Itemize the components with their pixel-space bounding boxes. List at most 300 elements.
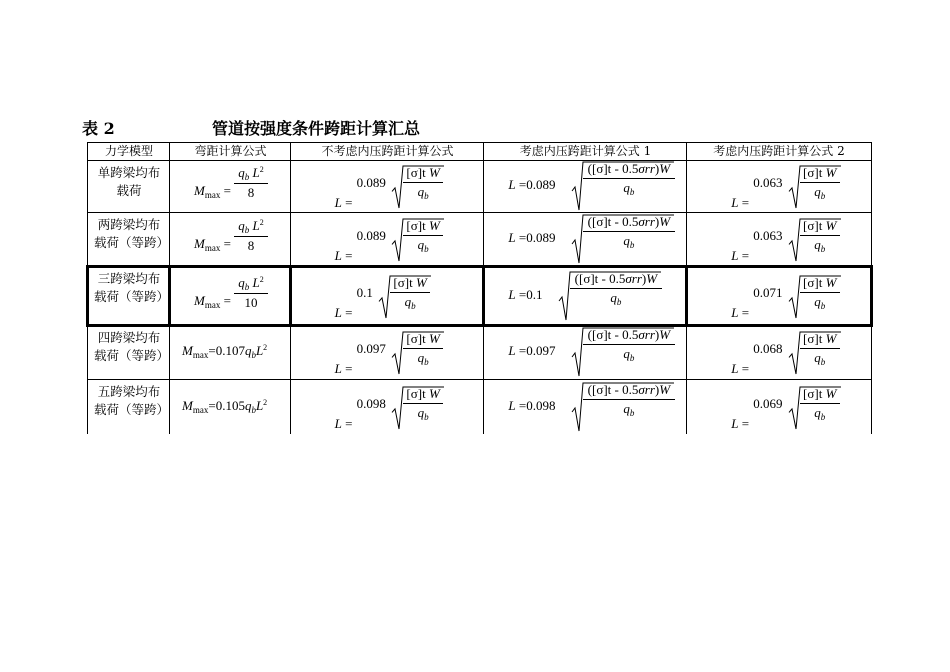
coefficient bbox=[357, 175, 386, 191]
length-formula bbox=[508, 230, 555, 246]
moment-fraction bbox=[234, 165, 268, 201]
table-cell bbox=[483, 160, 687, 213]
symbol-sigma-t: [σ]t bbox=[803, 165, 823, 180]
exponent-two: 2 bbox=[259, 274, 264, 284]
fraction-bar bbox=[390, 292, 430, 293]
moment-coefficient: 0.105 bbox=[215, 397, 245, 413]
symbol-W: W bbox=[646, 270, 658, 286]
coefficient-value: 0.1 bbox=[356, 284, 373, 300]
numerator bbox=[583, 327, 675, 343]
symbol-q: q bbox=[814, 350, 821, 365]
table-cell bbox=[483, 379, 687, 434]
paren-open: ( bbox=[587, 161, 592, 176]
table-cell bbox=[686, 160, 872, 213]
equals-sign: = bbox=[738, 361, 750, 376]
symbol-L: L bbox=[731, 304, 739, 320]
symbol-sigma-rr: σrr bbox=[638, 161, 655, 176]
length-formula bbox=[508, 287, 542, 303]
symbol-sigma-rr: σrr bbox=[638, 214, 655, 229]
fraction-bar bbox=[800, 348, 840, 349]
fraction-bar bbox=[583, 399, 675, 400]
fraction bbox=[800, 386, 840, 422]
fraction-bar bbox=[234, 183, 268, 184]
equals-sign: = bbox=[341, 195, 353, 210]
fraction-bar bbox=[583, 231, 675, 232]
coefficient-value: 0.063 bbox=[753, 175, 783, 190]
fraction-bar bbox=[570, 288, 662, 289]
coefficient-value: 0.071 bbox=[753, 284, 783, 300]
equals-sign: = bbox=[208, 343, 216, 358]
symbol-L: L bbox=[731, 248, 739, 263]
moment-formula bbox=[182, 343, 267, 360]
length-label bbox=[335, 195, 353, 211]
equals-sign: = bbox=[208, 397, 216, 413]
symbol-W: W bbox=[822, 274, 837, 290]
equals-sign: = bbox=[515, 397, 527, 413]
symbol-b-subscript: b bbox=[616, 296, 622, 307]
symbol-sigma-rr: σrr bbox=[625, 270, 642, 286]
symbol-W: W bbox=[822, 331, 837, 346]
symbol-q: q bbox=[417, 237, 425, 252]
symbol-b-subscript: b bbox=[424, 411, 429, 422]
symbol-max: max bbox=[204, 190, 221, 200]
coefficient-value: 0.098 bbox=[526, 397, 556, 413]
header-label: 弯距计算公式 bbox=[194, 144, 267, 158]
symbol-W: W bbox=[659, 327, 671, 342]
equals-sign: = bbox=[515, 177, 527, 192]
header-label: 不考虑内压跨距计算公式 bbox=[321, 144, 454, 158]
equals-sign: = bbox=[341, 304, 353, 320]
denominator bbox=[403, 350, 443, 367]
numerator bbox=[800, 218, 840, 234]
model-label: 五跨梁均布载荷（等跨） bbox=[94, 384, 170, 417]
equals-sign: = bbox=[341, 248, 353, 263]
header-cell bbox=[290, 142, 484, 161]
coefficient-value: 0.089 bbox=[356, 228, 386, 243]
symbol-L: L bbox=[249, 274, 260, 290]
symbol-b-subscript: b bbox=[251, 350, 256, 360]
numerator bbox=[403, 386, 443, 402]
table-cell bbox=[87, 266, 170, 326]
table-cell bbox=[169, 325, 291, 380]
equals-sign: = bbox=[515, 230, 527, 245]
denominator bbox=[583, 346, 675, 363]
denominator-value: 8 bbox=[247, 238, 255, 253]
moment-formula bbox=[182, 398, 267, 415]
symbol-L: L bbox=[508, 230, 516, 245]
numerator bbox=[583, 382, 675, 398]
equals-sign: = bbox=[738, 304, 750, 320]
symbol-q: q bbox=[238, 218, 245, 233]
fraction-bar bbox=[234, 236, 268, 237]
minus-half: - 0.5 bbox=[598, 270, 626, 286]
span-table bbox=[87, 142, 871, 434]
coefficient bbox=[357, 285, 373, 301]
symbol-L: L bbox=[334, 195, 342, 210]
symbol-sigma-t: [σ]t bbox=[578, 270, 599, 286]
fraction bbox=[403, 331, 443, 367]
fraction-bar bbox=[583, 178, 675, 179]
coefficient bbox=[753, 175, 782, 191]
symbol-q: q bbox=[814, 293, 821, 309]
coefficient bbox=[357, 396, 386, 412]
paren-open: ( bbox=[574, 270, 579, 286]
length-formula bbox=[508, 343, 555, 359]
fraction-bar bbox=[403, 182, 443, 183]
table-cell bbox=[483, 212, 687, 267]
fraction-bar bbox=[403, 403, 443, 404]
header-cell bbox=[169, 142, 291, 161]
numerator bbox=[800, 275, 840, 291]
symbol-b-subscript: b bbox=[820, 357, 826, 367]
denominator bbox=[390, 294, 430, 311]
coefficient bbox=[753, 228, 782, 244]
denominator bbox=[800, 237, 840, 254]
symbol-W: W bbox=[659, 161, 671, 176]
symbol-q: q bbox=[623, 346, 630, 361]
fraction-bar bbox=[403, 348, 443, 349]
coefficient-value: 0.089 bbox=[526, 177, 556, 192]
denominator bbox=[570, 290, 662, 307]
symbol-L: L bbox=[334, 304, 342, 320]
paren-close: ) bbox=[654, 214, 660, 229]
table-cell bbox=[87, 160, 170, 213]
symbol-sigma-rr: σrr bbox=[638, 381, 655, 397]
symbol-max: max bbox=[204, 243, 221, 253]
fraction bbox=[403, 165, 443, 201]
symbol-L: L bbox=[249, 165, 260, 180]
table-caption bbox=[82, 116, 682, 138]
header-label: 考虑内压跨距计算公式 2 bbox=[713, 144, 845, 158]
symbol-q: q bbox=[610, 289, 617, 305]
numerator bbox=[800, 386, 840, 402]
model-label: 四跨梁均布载荷（等跨） bbox=[94, 330, 170, 363]
fraction bbox=[583, 214, 675, 250]
minus-half: - 0.5 bbox=[611, 214, 639, 229]
symbol-q: q bbox=[244, 343, 252, 358]
symbol-q: q bbox=[417, 184, 425, 199]
denominator bbox=[800, 294, 840, 311]
fraction-bar bbox=[800, 292, 840, 293]
symbol-sigma-t: [σ]t bbox=[591, 161, 612, 176]
symbol-q: q bbox=[244, 397, 252, 413]
symbol-L: L bbox=[255, 343, 264, 358]
symbol-W: W bbox=[659, 214, 671, 229]
symbol-L: L bbox=[249, 218, 260, 233]
equals-sign: = bbox=[341, 361, 353, 376]
symbol-b-subscript: b bbox=[424, 191, 429, 201]
table-cell bbox=[87, 379, 170, 434]
moment-fraction bbox=[234, 275, 268, 311]
moment-label bbox=[194, 183, 231, 200]
symbol-W: W bbox=[425, 385, 440, 401]
table-cell bbox=[483, 266, 687, 326]
paren-close: ) bbox=[641, 270, 647, 286]
symbol-L: L bbox=[508, 343, 516, 358]
minus-half: - 0.5 bbox=[611, 381, 639, 397]
table-cell bbox=[169, 379, 291, 434]
equals-sign: = bbox=[515, 343, 527, 358]
symbol-b-subscript: b bbox=[629, 240, 635, 250]
symbol-L: L bbox=[508, 177, 516, 192]
symbol-q: q bbox=[623, 180, 630, 195]
denominator bbox=[234, 185, 268, 201]
table-cell bbox=[290, 160, 484, 213]
fraction-bar bbox=[800, 182, 840, 183]
length-label bbox=[335, 305, 353, 321]
length-label bbox=[335, 248, 353, 264]
symbol-M: M bbox=[194, 292, 205, 308]
equals-sign: = bbox=[341, 415, 353, 431]
denominator bbox=[403, 405, 443, 422]
symbol-q: q bbox=[238, 274, 245, 290]
symbol-b-subscript: b bbox=[244, 225, 250, 235]
symbol-b-subscript: b bbox=[251, 404, 256, 415]
numerator bbox=[403, 331, 443, 347]
fraction bbox=[390, 275, 430, 311]
symbol-sigma-t: [σ]t bbox=[803, 274, 823, 290]
fraction bbox=[403, 386, 443, 422]
fraction bbox=[583, 327, 675, 363]
coefficient-value: 0.097 bbox=[356, 341, 386, 356]
fraction-bar bbox=[800, 235, 840, 236]
symbol-M: M bbox=[182, 343, 193, 358]
denominator bbox=[583, 401, 675, 418]
table-cell bbox=[686, 379, 872, 434]
symbol-b-subscript: b bbox=[820, 244, 826, 254]
coefficient-value: 0.068 bbox=[753, 341, 783, 356]
table-cell bbox=[169, 212, 291, 267]
equals-sign: = bbox=[738, 415, 750, 431]
length-label bbox=[335, 416, 353, 432]
symbol-sigma-t: [σ]t bbox=[591, 214, 612, 229]
symbol-sigma-t: [σ]t bbox=[591, 327, 612, 342]
denominator bbox=[234, 295, 268, 311]
model-label: 两跨梁均布载荷（等跨） bbox=[94, 217, 170, 250]
symbol-sigma-t: [σ]t bbox=[393, 274, 413, 290]
equals-sign: = bbox=[220, 236, 231, 251]
model-label: 三跨梁均布载荷（等跨） bbox=[94, 271, 170, 304]
table-cell bbox=[169, 160, 291, 213]
coefficient-value: 0.098 bbox=[356, 395, 386, 411]
fraction-bar bbox=[800, 403, 840, 404]
symbol-q: q bbox=[814, 184, 821, 199]
exponent-two: 2 bbox=[259, 218, 264, 227]
header-cell bbox=[686, 142, 872, 161]
moment-coefficient: 0.107 bbox=[215, 343, 245, 358]
length-label bbox=[731, 248, 749, 264]
denominator bbox=[583, 233, 675, 250]
symbol-W: W bbox=[412, 274, 427, 290]
symbol-M: M bbox=[194, 183, 205, 198]
denominator bbox=[403, 184, 443, 201]
symbol-max: max bbox=[192, 404, 209, 415]
table-cell bbox=[290, 325, 484, 380]
table-cell bbox=[686, 266, 872, 326]
symbol-sigma-t: [σ]t bbox=[406, 385, 426, 401]
equals-sign: = bbox=[220, 183, 231, 198]
table-cell bbox=[290, 266, 484, 326]
table-cell bbox=[87, 325, 170, 380]
symbol-L: L bbox=[508, 286, 516, 302]
symbol-q: q bbox=[814, 404, 821, 420]
moment-label bbox=[194, 236, 231, 253]
header-label: 力学模型 bbox=[104, 144, 153, 158]
exponent-two: 2 bbox=[263, 397, 268, 407]
table-cell bbox=[483, 325, 687, 380]
symbol-b-subscript: b bbox=[629, 187, 635, 197]
symbol-sigma-rr: σrr bbox=[638, 327, 655, 342]
numerator bbox=[234, 275, 268, 292]
symbol-sigma-t: [σ]t bbox=[406, 218, 426, 233]
symbol-W: W bbox=[425, 331, 440, 346]
minus-half: - 0.5 bbox=[611, 161, 639, 176]
symbol-L: L bbox=[731, 415, 739, 431]
symbol-sigma-t: [σ]t bbox=[406, 331, 426, 346]
denominator bbox=[234, 238, 268, 254]
paren-close: ) bbox=[654, 327, 660, 342]
symbol-sigma-t: [σ]t bbox=[803, 385, 823, 401]
fraction bbox=[800, 275, 840, 311]
equals-sign: = bbox=[738, 195, 750, 210]
symbol-b-subscript: b bbox=[820, 300, 826, 311]
symbol-L: L bbox=[334, 361, 342, 376]
coefficient-value: 0.069 bbox=[753, 395, 783, 411]
length-formula bbox=[508, 177, 555, 193]
denominator-value: 10 bbox=[244, 294, 258, 310]
table-cell bbox=[169, 266, 291, 326]
numerator bbox=[390, 275, 430, 291]
denominator-value: 8 bbox=[247, 185, 255, 200]
equals-sign: = bbox=[738, 248, 750, 263]
symbol-q: q bbox=[623, 233, 630, 248]
exponent-two: 2 bbox=[263, 343, 268, 352]
fraction-bar bbox=[234, 293, 268, 294]
symbol-W: W bbox=[659, 381, 671, 397]
symbol-W: W bbox=[822, 218, 837, 233]
table-cell bbox=[290, 379, 484, 434]
symbol-q: q bbox=[238, 165, 245, 180]
fraction-bar bbox=[583, 344, 675, 345]
symbol-b-subscript: b bbox=[411, 300, 416, 311]
coefficient-value: 0.097 bbox=[526, 343, 556, 358]
paren-close: ) bbox=[654, 161, 660, 176]
denominator bbox=[403, 237, 443, 254]
numerator bbox=[583, 161, 675, 177]
denominator bbox=[583, 180, 675, 197]
table-cell bbox=[686, 325, 872, 380]
coefficient bbox=[753, 396, 782, 412]
symbol-q: q bbox=[404, 293, 412, 309]
length-label bbox=[731, 195, 749, 211]
denominator bbox=[800, 184, 840, 201]
symbol-L: L bbox=[255, 397, 264, 413]
symbol-W: W bbox=[822, 385, 837, 401]
fraction bbox=[403, 218, 443, 254]
symbol-sigma-t: [σ]t bbox=[406, 165, 426, 180]
header-cell bbox=[483, 142, 687, 161]
symbol-L: L bbox=[334, 415, 342, 431]
symbol-sigma-t: [σ]t bbox=[803, 218, 823, 233]
moment-fraction bbox=[234, 218, 268, 254]
coefficient-value: 0.089 bbox=[526, 230, 556, 245]
coefficient-value: 0.089 bbox=[356, 175, 386, 190]
symbol-b-subscript: b bbox=[424, 244, 429, 254]
numerator bbox=[234, 218, 268, 235]
coefficient bbox=[753, 285, 782, 301]
numerator bbox=[800, 165, 840, 181]
symbol-q: q bbox=[417, 350, 425, 365]
paren-open: ( bbox=[587, 327, 592, 342]
length-label bbox=[731, 416, 749, 432]
table-cell bbox=[686, 212, 872, 267]
numerator bbox=[234, 165, 268, 182]
symbol-b-subscript: b bbox=[629, 407, 635, 418]
symbol-sigma-t: [σ]t bbox=[591, 381, 612, 397]
denominator bbox=[800, 350, 840, 367]
numerator bbox=[403, 218, 443, 234]
symbol-M: M bbox=[182, 397, 193, 413]
coefficient bbox=[357, 228, 386, 244]
symbol-W: W bbox=[822, 165, 837, 180]
numerator bbox=[800, 331, 840, 347]
coefficient bbox=[357, 341, 386, 357]
fraction bbox=[800, 218, 840, 254]
table-title: 管道按强度条件跨距计算汇总 bbox=[212, 119, 421, 138]
paren-open: ( bbox=[587, 214, 592, 229]
fraction bbox=[800, 165, 840, 201]
paren-open: ( bbox=[587, 381, 592, 397]
length-label bbox=[731, 361, 749, 377]
symbol-b-subscript: b bbox=[629, 353, 635, 363]
numerator bbox=[570, 271, 662, 287]
symbol-b-subscript: b bbox=[244, 172, 250, 182]
length-label bbox=[731, 305, 749, 321]
symbol-q: q bbox=[623, 400, 630, 416]
fraction bbox=[583, 161, 675, 197]
symbol-L: L bbox=[508, 397, 516, 413]
symbol-M: M bbox=[194, 236, 205, 251]
coefficient-value: 0.1 bbox=[526, 286, 543, 302]
symbol-sigma-t: [σ]t bbox=[803, 331, 823, 346]
length-formula bbox=[508, 398, 555, 414]
symbol-L: L bbox=[334, 248, 342, 263]
fraction bbox=[583, 382, 675, 418]
symbol-b-subscript: b bbox=[244, 281, 250, 292]
paren-close: ) bbox=[654, 381, 660, 397]
length-label bbox=[335, 361, 353, 377]
symbol-q: q bbox=[417, 404, 425, 420]
coefficient bbox=[753, 341, 782, 357]
table-cell bbox=[290, 212, 484, 267]
header-cell bbox=[87, 142, 170, 161]
symbol-W: W bbox=[425, 218, 440, 233]
exponent-two: 2 bbox=[259, 165, 264, 174]
numerator bbox=[403, 165, 443, 181]
symbol-W: W bbox=[425, 165, 440, 180]
moment-label bbox=[194, 293, 231, 310]
symbol-b-subscript: b bbox=[820, 411, 826, 422]
equals-sign: = bbox=[220, 292, 231, 308]
equals-sign: = bbox=[515, 286, 527, 302]
denominator bbox=[800, 405, 840, 422]
minus-half: - 0.5 bbox=[611, 327, 639, 342]
model-label: 单跨梁均布载荷 bbox=[97, 165, 161, 198]
symbol-b-subscript: b bbox=[424, 357, 429, 367]
symbol-max: max bbox=[192, 350, 209, 360]
coefficient-value: 0.063 bbox=[753, 228, 783, 243]
symbol-L: L bbox=[731, 361, 739, 376]
